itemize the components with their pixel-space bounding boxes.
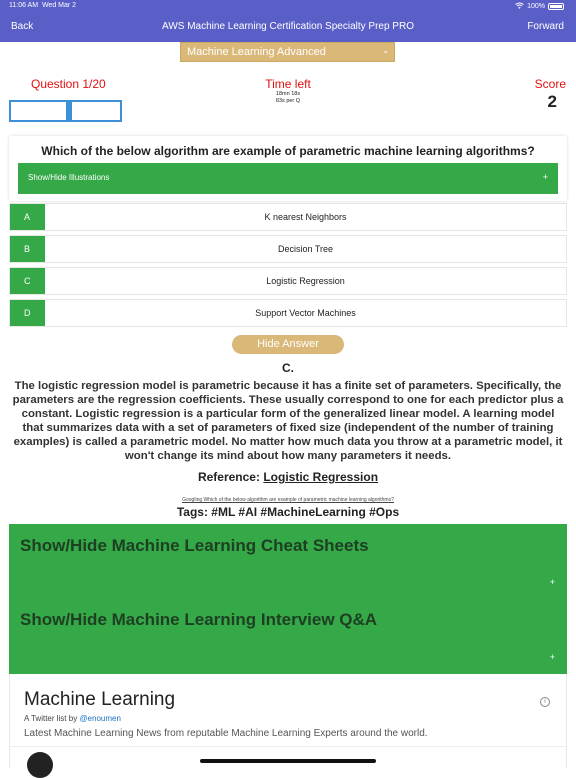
twitter-list-description: Latest Machine Learning News from reputable Machine Learning Experts around the world. [24,728,428,739]
tags: Tags: #ML #AI #MachineLearning #Ops [176,505,400,519]
status-right [515,2,564,11]
option-d[interactable] [9,299,567,327]
illustrations-toggle[interactable] [18,163,558,194]
divider [10,746,566,747]
illustrations-toggle-label: Show/Hide Illustrations [28,173,110,182]
time-detail [0,91,576,105]
cheat-sheets-toggle[interactable]: Show/Hide Machine Learning Cheat Sheets [20,536,369,555]
plus-icon[interactable]: + [549,652,555,662]
twitter-list-title[interactable]: Machine Learning [24,689,176,710]
twitter-list-embed [9,674,567,768]
question-text: Which of the below algorithm are example of parametric machine learning algorithms? [41,144,535,158]
interview-qa-toggle[interactable]: Show/Hide Machine Learning Interview Q&A [20,610,378,629]
score-label: Score [534,77,566,91]
avatar[interactable] [27,752,53,778]
home-indicator[interactable] [200,759,376,763]
status-bar [0,0,576,12]
time-elapsed: 18mn 18s [275,91,301,97]
forward-button[interactable]: Forward [527,21,564,32]
nav-title: AWS Machine Learning Certification Specialty Prep PRO [162,21,414,32]
twitter-list-prefix: A Twitter list by [24,714,78,723]
hide-answer-button[interactable]: Hide Answer [232,335,344,354]
reference [0,470,576,484]
option-text: Support Vector Machines [255,308,356,318]
wifi-icon [515,2,524,11]
option-letter: A [10,204,45,230]
option-a[interactable] [9,203,567,231]
answer-letter: C. [282,361,294,375]
twitter-list-owner [24,714,121,723]
option-c[interactable] [9,267,567,295]
option-letter: B [10,236,45,262]
option-text: K nearest Neighbors [264,212,347,222]
resources-panel [9,524,567,674]
reference-link[interactable]: Logistic Regression [263,470,379,484]
info-icon[interactable]: i [540,697,550,707]
answer-explanation: The logistic regression model is parametric because it has a finite set of parameters. Specifically, the parameters are the regression coefficients. These usually correspond to one for each predictor plus a constant. Logistic regression is a particular form of the generalized linear model. A learning model that summarizes data with a set of parameters of fixed size (independent of the number of training examples) is called a parametric model. No matter how much data you throw at a parametric model, it won't change its mind about how many parameters it needs. [12,380,564,463]
option-letter: D [10,300,45,326]
battery-icon [548,3,564,10]
option-letter: C [10,268,45,294]
back-button[interactable]: Back [11,21,34,32]
category-selected: Machine Learning Advanced [187,46,326,58]
option-b[interactable] [9,235,567,263]
question-counter: Question 1/20 [31,77,106,91]
option-text: Logistic Regression [266,276,345,286]
nav-bar [0,12,576,42]
twitter-handle-link[interactable]: @enoumen [79,714,121,723]
time-per-question: 83s per Q [275,98,301,104]
googling-link[interactable]: Googling Which of the below algorithm are example of parametric machine learning algorithms? [182,497,394,503]
reference-label: Reference: [197,470,260,484]
plus-icon[interactable]: + [549,577,555,587]
status-time: 11:06 AM Wed Mar 2 [9,2,77,9]
category-dropdown[interactable] [180,42,395,62]
option-text: Decision Tree [277,244,334,254]
chevron-down-icon: ⌄ [382,46,389,55]
question-card [9,136,567,201]
plus-icon: + [542,172,548,182]
battery-percent: 100% [527,3,545,10]
time-left-label: Time left [265,77,311,91]
score-value: 2 [547,92,557,111]
